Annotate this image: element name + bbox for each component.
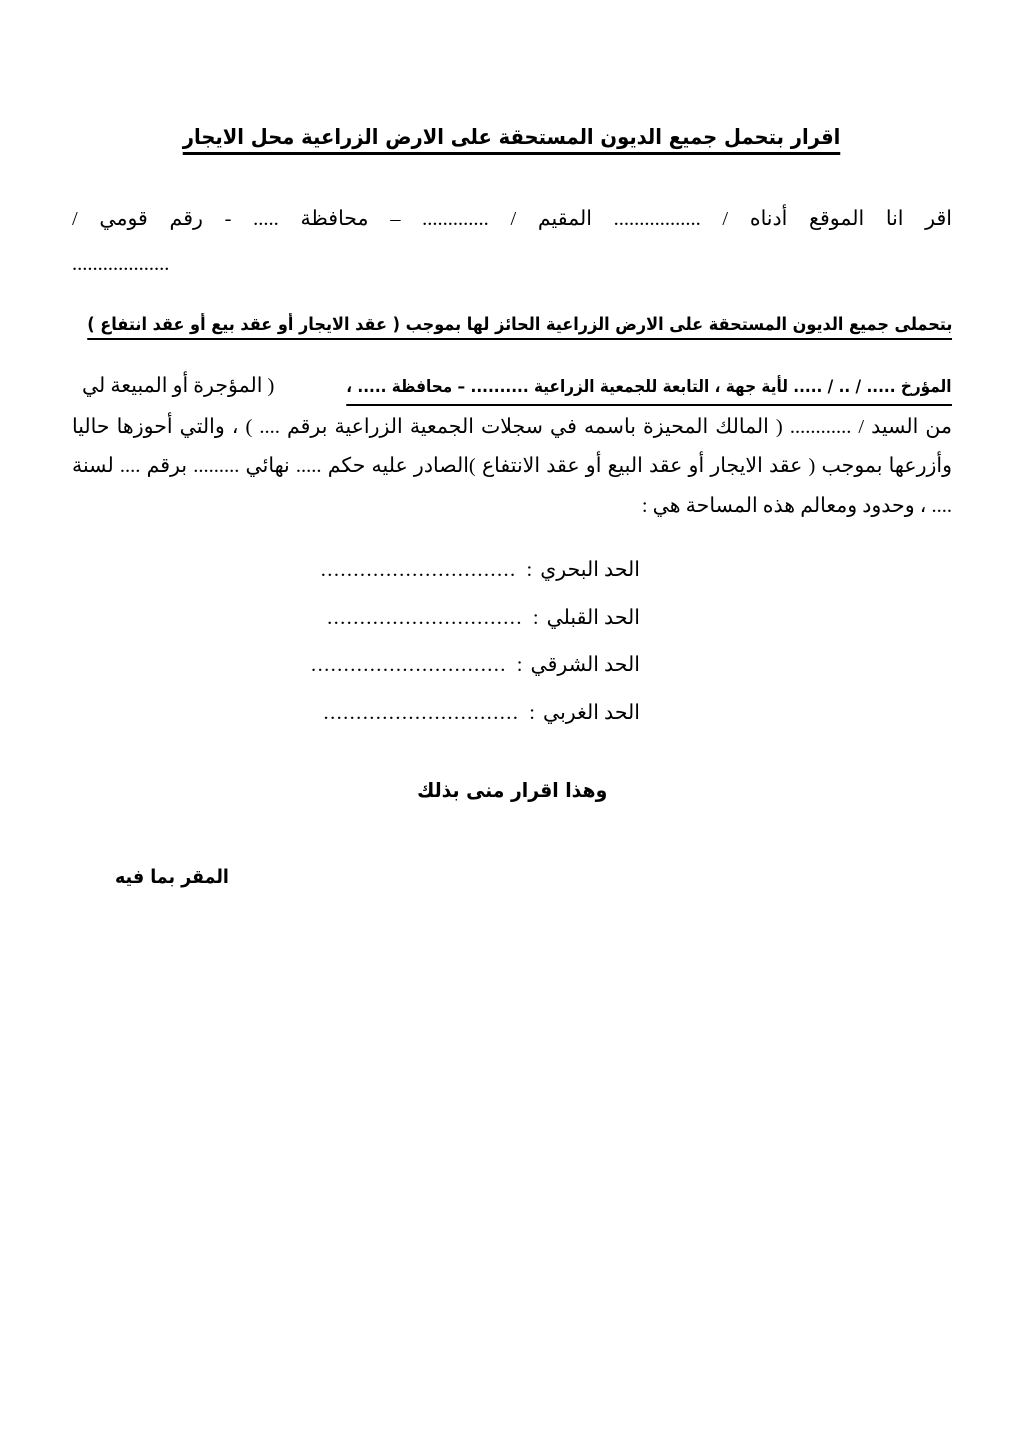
boundaries-list — [72, 558, 952, 748]
boundary-label: الحد القبلي — [546, 606, 640, 629]
signer-block — [110, 866, 234, 888]
boundary-fill-blank: .............................. — [311, 654, 507, 677]
boundary-fill-blank: .............................. — [323, 701, 520, 724]
page-title-text: اقرار بتحمل جميع الديون المستحقة على الارض الزراعية محل الايجار — [183, 124, 841, 155]
declaration-body-paragraph: من السيد / ............ ( المالك المحيزة باسمه في سجلات الجمعية الزراعية برقم .... ) ، والتي أحوزها حاليا وأزرعها بموجب ( عقد الايجار أو عقد البيع أو عقد الانتفاع )الصادر عليه حكم ..... نهائي ......... برقم .... لسنة .... ، وحدود ومعالم هذه المساحة هي : — [72, 416, 952, 517]
date-clause-bold-text: المؤرخ ..... / .. / ..... لأية جهة ، التابعة للجمعية الزراعية .......... – محافظة ..... ، — [347, 372, 952, 405]
date-clause-rest-text: ( المؤجرة أو المبيعة لي — [81, 375, 275, 398]
boundary-label: الحد البحري — [540, 559, 640, 581]
boundary-colon: : — [529, 701, 535, 724]
closing-statement — [0, 778, 1024, 802]
boundary-fill-blank: .............................. — [320, 559, 517, 581]
boundary-label: الحد الغربي — [543, 701, 640, 724]
declaration-emphasis-text: بتحملى جميع الديون المستحقة على الارض الزراعية الحائز لها بموجب ( عقد الايجار أو عقد بيع أو عقد انتفاع ) — [87, 312, 952, 340]
page-title — [0, 124, 1024, 155]
boundary-fill-blank: .............................. — [327, 606, 523, 629]
boundary-label: الحد الشرقي — [530, 654, 640, 677]
closing-statement-text: وهذا اقرار منى بذلك — [416, 778, 608, 802]
document-body — [72, 200, 952, 526]
date-clause-row — [72, 368, 952, 406]
declaration-emphasis-row — [72, 312, 952, 340]
spacer — [72, 350, 952, 368]
boundary-row-west — [72, 701, 952, 726]
boundary-row-south — [72, 606, 952, 631]
boundary-row-east — [72, 653, 952, 678]
boundary-row-north — [72, 558, 952, 583]
signer-label: المقر بما فيه — [115, 866, 230, 888]
boundary-colon: : — [526, 559, 533, 581]
spacer — [72, 286, 952, 312]
boundary-colon: : — [516, 654, 523, 677]
intro-line-2-dots: ................... — [72, 252, 170, 275]
boundary-colon: : — [532, 606, 539, 629]
intro-line-1: اقر انا الموقع أدناه / ................. المقيم / ............. – محافظة ..... - رقم قومي / — [72, 208, 952, 230]
